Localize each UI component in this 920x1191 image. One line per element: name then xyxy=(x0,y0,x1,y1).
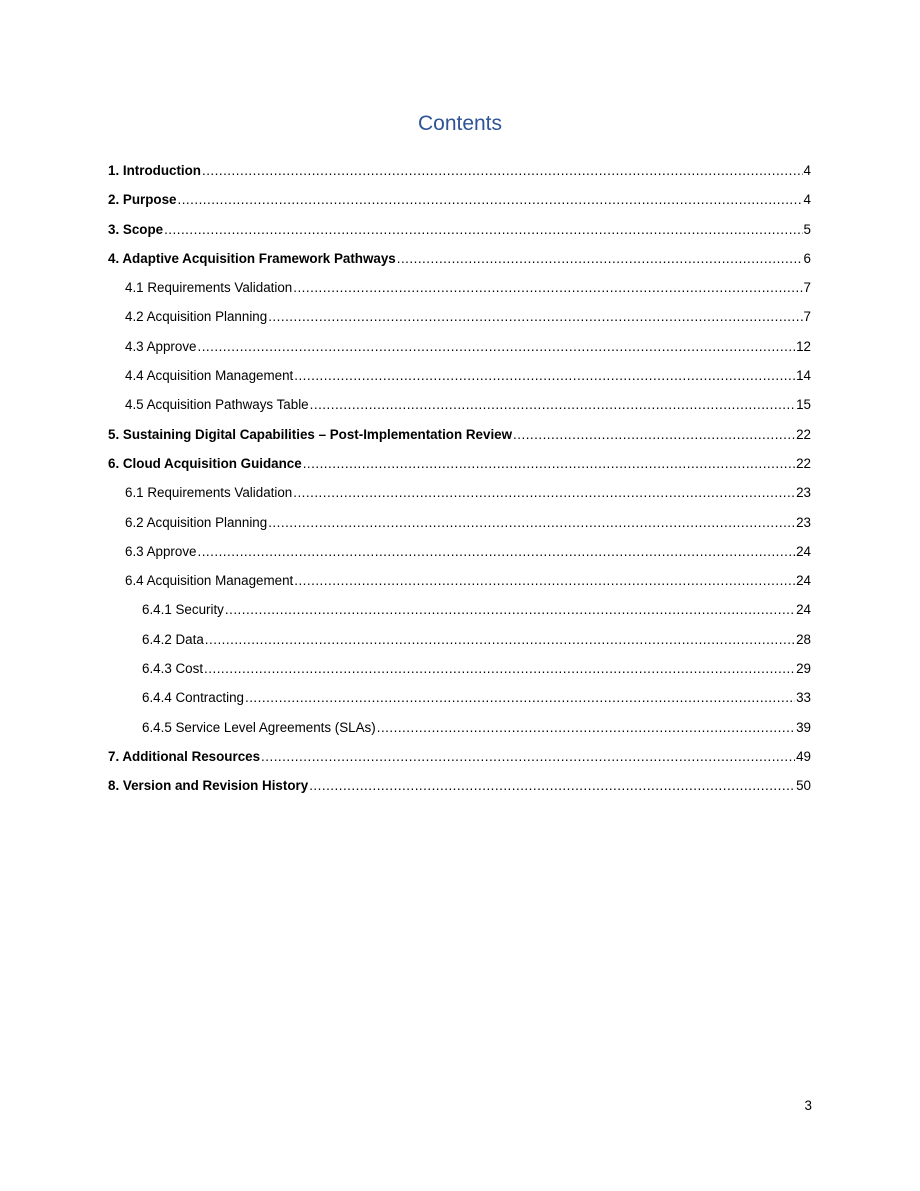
toc-entry-title[interactable]: 3. Scope xyxy=(108,221,164,237)
toc-entry-page[interactable]: 6 xyxy=(803,250,811,266)
toc-entry-title[interactable]: 6.4.4 Contracting xyxy=(142,690,244,706)
toc-entry-page[interactable]: 24 xyxy=(796,543,811,559)
toc-entry-title[interactable]: 6.2 Acquisition Planning xyxy=(125,514,268,530)
toc-entry[interactable] xyxy=(108,537,811,566)
toc-entry-title[interactable]: 5. Sustaining Digital Capabilities – Post-Implementation Review xyxy=(108,426,513,442)
toc-entry-title[interactable]: 6.4.3 Cost xyxy=(142,661,204,677)
toc-entry[interactable] xyxy=(108,771,811,800)
toc-entry-page[interactable]: 50 xyxy=(796,778,811,794)
toc-entry-page[interactable]: 14 xyxy=(796,368,811,384)
page-number: 3 xyxy=(804,1098,812,1113)
toc-dot-leader xyxy=(202,156,803,185)
toc-dot-leader xyxy=(309,771,795,800)
toc-entry-page[interactable]: 24 xyxy=(796,602,811,618)
toc-entry[interactable] xyxy=(108,185,811,214)
toc-entry[interactable] xyxy=(108,215,811,244)
toc-entry-page[interactable]: 7 xyxy=(803,309,811,325)
toc-entry-title[interactable]: 6.1 Requirements Validation xyxy=(125,485,293,501)
toc-entry-title[interactable]: 7. Additional Resources xyxy=(108,748,261,764)
toc-entry-title[interactable]: 4.4 Acquisition Management xyxy=(125,368,294,384)
toc-entry[interactable] xyxy=(108,478,811,507)
toc-entry-title[interactable]: 6. Cloud Acquisition Guidance xyxy=(108,455,302,471)
toc-entry-title[interactable]: 2. Purpose xyxy=(108,192,177,208)
toc-entry-title[interactable]: 8. Version and Revision History xyxy=(108,778,309,794)
toc-dot-leader xyxy=(268,508,795,537)
toc-title: Contents xyxy=(417,112,503,135)
toc-dot-leader xyxy=(293,273,802,302)
toc-entry-title[interactable]: 4.2 Acquisition Planning xyxy=(125,309,268,325)
toc-entry[interactable] xyxy=(108,449,811,478)
table-of-contents xyxy=(108,156,811,801)
toc-dot-leader xyxy=(197,332,795,361)
toc-entry-page[interactable]: 22 xyxy=(796,455,811,471)
toc-entry-page[interactable]: 22 xyxy=(796,426,811,442)
toc-dot-leader xyxy=(397,244,803,273)
toc-dot-leader xyxy=(293,478,795,507)
toc-dot-leader xyxy=(294,361,795,390)
toc-dot-leader xyxy=(303,449,795,478)
toc-entry-page[interactable]: 7 xyxy=(803,280,811,296)
toc-entry-title[interactable]: 4.5 Acquisition Pathways Table xyxy=(125,397,309,413)
toc-entry-title[interactable]: 6.4 Acquisition Management xyxy=(125,573,294,589)
toc-dot-leader xyxy=(197,537,795,566)
toc-entry[interactable] xyxy=(108,420,811,449)
toc-entry[interactable] xyxy=(108,683,811,712)
toc-entry[interactable] xyxy=(108,273,811,302)
toc-entry-page[interactable]: 12 xyxy=(796,338,811,354)
toc-dot-leader xyxy=(164,215,802,244)
toc-dot-leader xyxy=(177,185,802,214)
toc-entry[interactable] xyxy=(108,713,811,742)
toc-entry-title[interactable]: 6.4.5 Service Level Agreements (SLAs) xyxy=(142,719,376,735)
toc-entry-title[interactable]: 6.4.2 Data xyxy=(142,631,204,647)
toc-entry[interactable] xyxy=(108,302,811,331)
toc-dot-leader xyxy=(294,566,795,595)
toc-entry-page[interactable]: 24 xyxy=(796,573,811,589)
toc-entry[interactable] xyxy=(108,390,811,419)
toc-dot-leader xyxy=(377,713,795,742)
toc-dot-leader xyxy=(513,420,795,449)
toc-entry[interactable] xyxy=(108,625,811,654)
toc-dot-leader xyxy=(310,390,795,419)
toc-entry-title[interactable]: 4. Adaptive Acquisition Framework Pathways xyxy=(108,250,396,266)
toc-entry-page[interactable]: 15 xyxy=(796,397,811,413)
toc-entry-title[interactable]: 6.4.1 Security xyxy=(142,602,224,618)
toc-dot-leader xyxy=(245,683,795,712)
toc-entry-page[interactable]: 23 xyxy=(796,485,811,501)
toc-entry-page[interactable]: 4 xyxy=(803,192,811,208)
toc-dot-leader xyxy=(205,625,795,654)
toc-dot-leader xyxy=(225,595,795,624)
toc-entry[interactable] xyxy=(108,742,811,771)
toc-entry-page[interactable]: 39 xyxy=(796,719,811,735)
toc-dot-leader xyxy=(204,654,795,683)
toc-entry-page[interactable]: 5 xyxy=(803,221,811,237)
toc-entry-page[interactable]: 28 xyxy=(796,631,811,647)
toc-entry-page[interactable]: 23 xyxy=(796,514,811,530)
toc-entry-title[interactable]: 4.3 Approve xyxy=(125,338,197,354)
toc-entry-page[interactable]: 4 xyxy=(803,163,811,178)
toc-entry-page[interactable]: 29 xyxy=(796,661,811,677)
toc-entry-title[interactable]: 4.1 Requirements Validation xyxy=(125,280,293,296)
toc-entry-title[interactable]: 6.3 Approve xyxy=(125,543,197,559)
toc-entry[interactable] xyxy=(108,595,811,624)
toc-entry[interactable] xyxy=(108,654,811,683)
toc-entry[interactable] xyxy=(108,508,811,537)
toc-entry[interactable] xyxy=(108,361,811,390)
toc-entry-page[interactable]: 33 xyxy=(796,690,811,706)
toc-entry[interactable] xyxy=(108,566,811,595)
toc-entry[interactable] xyxy=(108,156,811,185)
toc-dot-leader xyxy=(268,302,802,331)
toc-entry[interactable] xyxy=(108,332,811,361)
toc-dot-leader xyxy=(261,742,795,771)
toc-entry-title[interactable]: 1. Introduction xyxy=(108,163,201,178)
toc-entry[interactable] xyxy=(108,244,811,273)
toc-entry-page[interactable]: 49 xyxy=(796,748,811,764)
